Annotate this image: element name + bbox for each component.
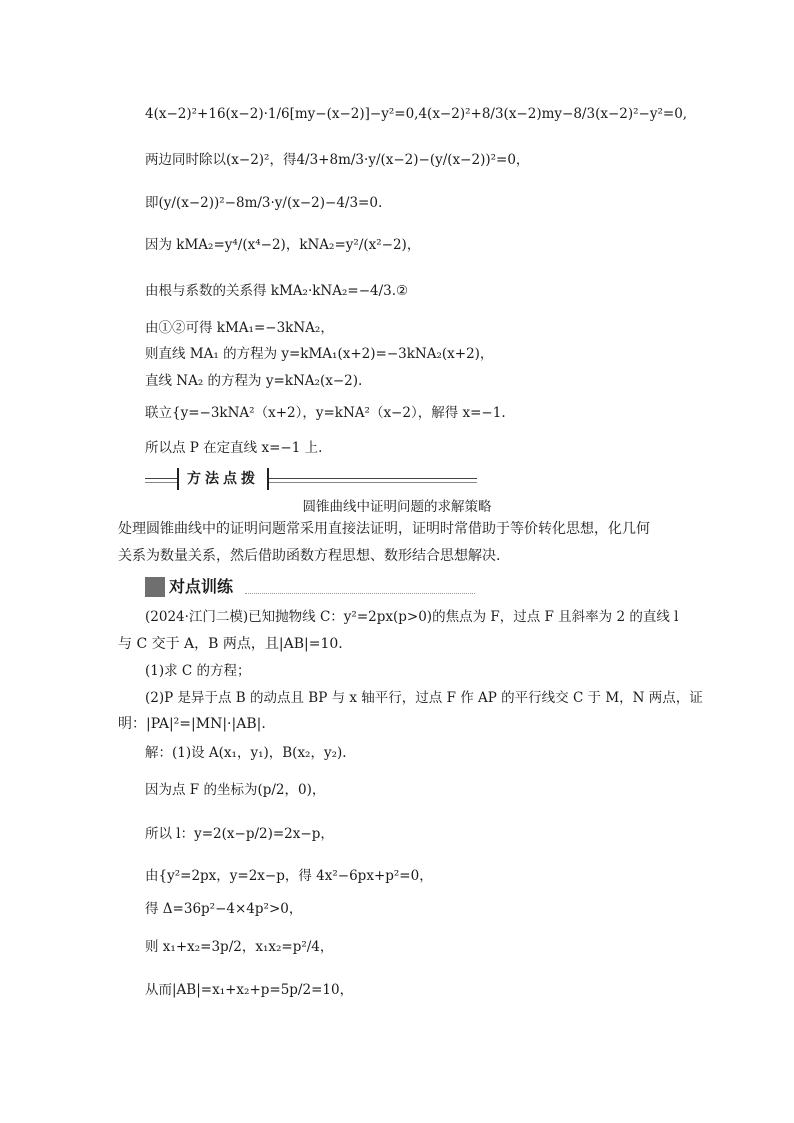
answer-line-4: 由{y²=2px，y=2x−p，得 4x²−6px+p²=0， bbox=[145, 868, 433, 884]
answer-line-2: 因为点 F 的坐标为(p/2，0)， bbox=[145, 782, 326, 798]
method-body-2: 关系为数量关系，然后借助函数方程思想、数形结合思想解决. bbox=[118, 548, 501, 564]
problem-line-5: 明：|PA|²=|MN|·|AB|. bbox=[118, 716, 266, 732]
method-body-1: 处理圆锥曲线中的证明问题常采用直接法证明，证明时常借助于等价转化思想，化几何 bbox=[118, 521, 650, 537]
solution-line-5: 由根与系数的关系得 kMA₂·kNA₂=−4/3.② bbox=[145, 283, 409, 299]
answer-line-3: 所以 l：y=2(x−p/2)=2x−p， bbox=[145, 826, 334, 842]
answer-line-1: 解：(1)设 A(x₁，y₁)，B(x₂，y₂). bbox=[145, 745, 347, 761]
answer-line-5: 得 Δ=36p²−4×4p²>0， bbox=[145, 901, 303, 917]
solution-line-9: 联立{y=−3kNA²（x+2），y=kNA²（x−2），解得 x=−1. bbox=[145, 405, 506, 421]
solution-line-8: 直线 NA₂ 的方程为 y=kNA₂(x−2). bbox=[145, 373, 363, 389]
solution-line-4: 因为 kMA₂=y⁴/(x⁴−2)，kNA₂=y²/(x²−2)， bbox=[145, 237, 421, 253]
method-badge: 方法点拨 bbox=[177, 468, 269, 490]
answer-line-7: 从而|AB|=x₁+x₂+p=5p/2=10， bbox=[145, 982, 354, 998]
solution-line-3: 即(y/(x−2))²−8m/3·y/(x−2)−4/3=0. bbox=[145, 195, 383, 211]
problem-line-2: 与 C 交于 A，B 两点，且|AB|=10. bbox=[118, 636, 343, 652]
training-dotted-rule bbox=[245, 593, 475, 594]
problem-line-3: (1)求 C 的方程； bbox=[145, 663, 251, 679]
solution-line-10: 所以点 P 在定直线 x=−1 上. bbox=[145, 440, 323, 456]
method-title: 圆锥曲线中证明问题的求解策略 bbox=[302, 499, 492, 515]
solution-line-1: 4(x−2)²+16(x−2)·1/6[my−(x−2)]−y²=0,4(x−2)²+8/3(x−2)my−8/3(x−2)²−y²=0, bbox=[145, 106, 688, 122]
solution-line-6: 由①②可得 kMA₁=−3kNA₂， bbox=[145, 320, 334, 336]
problem-line-4: (2)P 是异于点 B 的动点且 BP 与 x 轴平行，过点 F 作 AP 的平行线交 C 于 M，N 两点，证 bbox=[145, 690, 703, 706]
solution-line-7: 则直线 MA₁ 的方程为 y=kMA₁(x+2)=−3kNA₂(x+2)， bbox=[145, 346, 494, 362]
answer-line-6: 则 x₁+x₂=3p/2，x₁x₂=p²/4， bbox=[145, 939, 334, 955]
problem-line-1: (2024·江门二模)已知抛物线 C：y²=2px(p>0)的焦点为 F，过点 F 且斜率为 2 的直线 l bbox=[145, 609, 679, 625]
training-block-icon bbox=[145, 577, 165, 597]
solution-line-2: 两边同时除以(x−2)²，得4/3+8m/3·y/(x−2)−(y/(x−2))²=0， bbox=[145, 152, 530, 168]
method-banner bbox=[145, 468, 477, 490]
training-header bbox=[145, 575, 475, 599]
training-label: 对点训练 bbox=[169, 577, 234, 596]
